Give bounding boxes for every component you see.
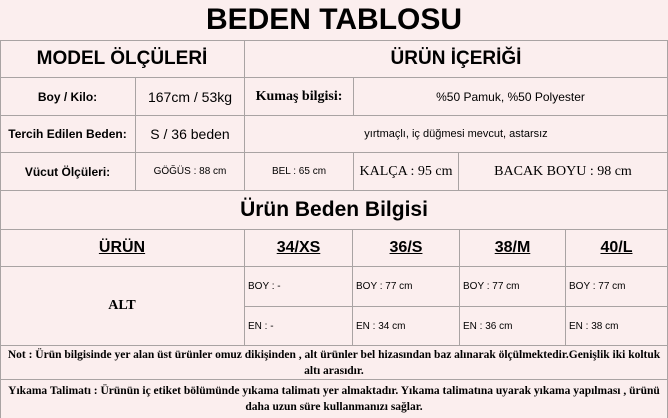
leg-length-measurement: BACAK BOYU : 98 cm (494, 163, 632, 179)
product-content-header: ÜRÜN İÇERİĞİ (390, 48, 522, 69)
body-measurements-label: Vücut Ölçüleri: (24, 164, 111, 179)
height-weight-label: Boy / Kilo: (37, 89, 98, 104)
boy-34-xs: BOY : - (248, 281, 281, 292)
preferred-size-value: S / 36 beden (150, 126, 230, 142)
fabric-label: Kumaş bilgisi: (255, 88, 343, 104)
measurement-note: Not : Ürün bilgisinde yer alan üst ürünler omuz dikişinden , alt ürünler bel hizasından baz alınarak ölçülmektedir.Genişlik iki koltuk altı arasıdır. (7, 348, 661, 377)
product-details: yırtmaçlı, iç düğmesi mevcut, astarsız (364, 128, 548, 140)
size-34-xs-header: 34/XS (276, 239, 321, 256)
size-38-m-header: 38/M (494, 239, 531, 256)
hip-measurement: KALÇA : 95 cm (359, 163, 453, 179)
en-36-s: EN : 34 cm (356, 320, 406, 332)
model-measurements-header: MODEL ÖLÇÜLERİ (36, 48, 208, 69)
boy-40-l: BOY : 77 cm (569, 281, 626, 292)
waist-measurement: BEL : 65 cm (271, 166, 327, 177)
size-40-l-header: 40/L (600, 239, 633, 256)
page-title: BEDEN TABLOSU (205, 3, 463, 36)
size-36-s-header: 36/S (389, 239, 423, 256)
size-info-header: Ürün Beden Bilgisi (240, 198, 428, 221)
chest-measurement: GÖĞÜS : 88 cm (153, 166, 227, 177)
boy-38-m: BOY : 77 cm (463, 281, 520, 292)
en-34-xs: EN : - (248, 320, 274, 332)
product-column-header: ÜRÜN (98, 239, 146, 256)
product-row-label: ALT (108, 298, 136, 313)
washing-instructions: Yıkama Talimatı : Ürünün iç etiket bölümünde yıkama talimatı yer almaktadır. Yıkama talimatına uyarak yıkama yapılması , ürünü daha uzun süre kullanmanızı sağlar. (8, 385, 660, 413)
fabric-value: %50 Pamuk, %50 Polyester (436, 89, 585, 104)
height-weight-value: 167cm / 53kg (147, 88, 233, 105)
preferred-size-label: Tercih Edilen Beden: (8, 127, 127, 141)
boy-36-s: BOY : 77 cm (356, 281, 413, 292)
en-38-m: EN : 36 cm (463, 320, 513, 332)
en-40-l: EN : 38 cm (569, 320, 619, 332)
